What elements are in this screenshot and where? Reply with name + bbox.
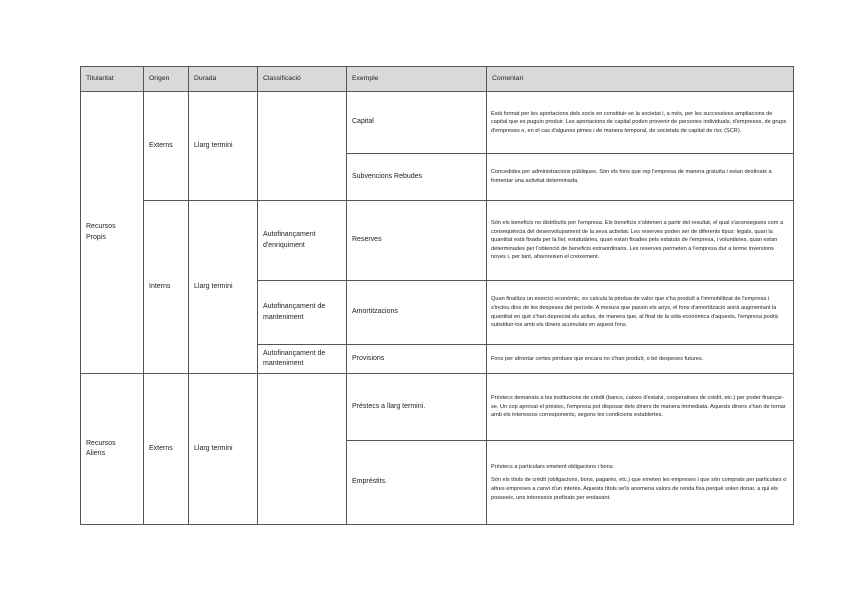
exemple-cell: Provisions	[347, 345, 487, 374]
header-titularitat: Titularitat	[81, 67, 144, 92]
exemple-cell: Empréstits.	[347, 441, 487, 525]
table-row	[81, 92, 794, 154]
durada-cell: Llarg termini	[189, 374, 258, 525]
table-row	[81, 374, 794, 441]
comentari-paragraph: Préstecs demanats a les institucions de crèdit (bancs, caixes d'estalvi, cooperatives de crèdit, etc.) per poder finançar-se. Un cop aprovat el préstec, l'empresa pot disposar dels diners de manera immediata. Aquests diners s'han de tornar amb els interessos corresponents, segons les condicions establertes.	[491, 395, 786, 419]
durada-cell: Llarg termini	[189, 92, 258, 201]
classificacio-cell	[258, 374, 347, 525]
classificacio-cell: Autofinançament de manteniment	[258, 345, 347, 374]
header-exemple: Exemple	[347, 67, 487, 92]
titularitat-cell: Recursos Aliens	[81, 374, 144, 525]
exemple-cell: Amortitzacions	[347, 281, 487, 345]
origen-cell: Interns	[144, 201, 189, 374]
titularitat-cell: Recursos Propis	[81, 92, 144, 374]
exemple-cell: Reserves	[347, 201, 487, 281]
comentari-cell	[487, 374, 794, 441]
classificacio-cell	[258, 92, 347, 201]
origen-cell: Externs	[144, 374, 189, 525]
financing-sources-table	[80, 66, 794, 525]
origen-cell: Externs	[144, 92, 189, 201]
exemple-cell: Préstecs a llarg termini.	[347, 374, 487, 441]
table-row	[81, 201, 794, 281]
comentari-paragraph: Són els títols de crèdit (obligacions, bons, pagarés, etc.) que emeten les empreses i que són comprats per particulars o altres empreses a canvi d'un interès. Aquests títols se'ls anomena valors de renda fixa perquè solen donar, a qui els posseeix, uns interessos prefixats per endavant.	[491, 477, 787, 501]
header-comentari: Comentari	[487, 67, 794, 92]
exemple-cell: Capital	[347, 92, 487, 154]
table-header-row	[81, 67, 794, 92]
exemple-cell: Subvencions Rebudes	[347, 154, 487, 201]
comentari-cell: Està format per les aportacions dels socis en constituir-se la societat i, a més, per les successives ampliacions de capital que es puguin produir. Les aportacions de capital poden provenir de persones individuals, d'empreses, de grups d'empreses o, en el cas d'algunes pimes i de manera temporal, de societats de capital de risc (SCR).	[487, 92, 794, 154]
comentari-cell: Quan finalitza un exercici econòmic, es calcula la pèrdua de valor que s'ha produït a l'immobilitzat de l'empresa i s'inclou dins de les despeses del període. A mesura que passin els anys, el fons d'amortització anirà augmentant la quantitat en què s'han depreciat els actius, de manera que, al final de la vida econòmica d'aquests, l'empresa podrà substituir-los amb els diners acumulats en aquest fons.	[487, 281, 794, 345]
classificacio-cell: Autofinançament d'enriquiment	[258, 201, 347, 281]
comentari-paragraph: Préstecs a particulars emetent obligacions i bons.	[491, 463, 615, 470]
header-durada: Durada	[189, 67, 258, 92]
comentari-cell	[487, 441, 794, 525]
durada-cell: Llarg termini	[189, 201, 258, 374]
comentari-cell: Són els beneficis no distribuïts per l'empresa. Els beneficis s'obtenen a partir del resultat, el qual s'aconsegueix com a conseqüència del desenvolupament de la seva activitat. Les reserves poden ser de diferents tipus: legals, quan la quantitat està fixada per la llei; estatutàries, quan estan fixades pels estatuts de l'empresa, i voluntàries, quan estan determinades per l'obtenció de beneficis extraordinaris. Les reserves permeten a l'empresa dur a terme inversions noves i, per tant, afavoreixen el creixement.	[487, 201, 794, 281]
header-origen: Origen	[144, 67, 189, 92]
comentari-cell: Concedides per administracions públiques. Són els fons que rep l'empresa de manera gratuïta i estan destinats a fomentar una activitat determinada.	[487, 154, 794, 201]
comentari-cell: Fons per afrontar certes pèrdues que encara no s'han produït, o bé despeses futures.	[487, 345, 794, 374]
header-classificacio: Classificació	[258, 67, 347, 92]
classificacio-cell: Autofinançament de manteniment	[258, 281, 347, 345]
